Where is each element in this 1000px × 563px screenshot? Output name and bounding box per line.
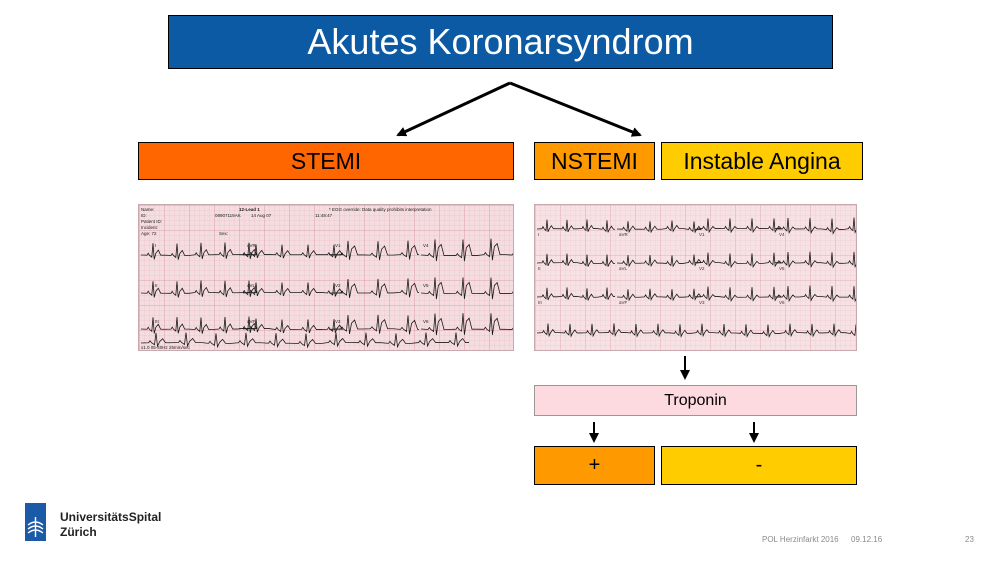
ecg-lead-label: aVR [247,243,256,248]
troponin-negative-box [661,446,857,485]
ecg-time: 11:48:47 [315,213,333,218]
troponin-box [534,385,857,416]
logo-line-2: Zürich [60,525,97,539]
ecg-id-label: ID: [141,213,147,218]
logo-wordmark [60,510,161,540]
footer-date: 09.12.16 [851,535,883,544]
troponin-positive-label: + [588,454,601,476]
ecg-lead-label: V5 [423,283,429,288]
ecg-lead-label: aVR [619,232,628,237]
unstable-angina-box [661,142,863,180]
ecg-lead-label: aVL [619,266,628,271]
ecg-lead-label: II [538,266,541,271]
ecg-patient-id-label: Patient ID: [141,219,163,224]
ecg-lead-label: I [538,232,540,237]
ecg-lead-label: V4 [779,232,785,237]
ecg-lead-label: V3 [335,319,341,324]
ecg-lead-label: III [155,319,159,324]
universitaetsspital-logo-icon [25,503,46,541]
unstable-angina-label: Instable Angina [683,147,841,174]
ecg-lead-label: V1 [699,232,705,237]
nstemi-ecg-image [534,204,857,351]
troponin-label: Troponin [664,391,727,409]
page-title: Akutes Koronarsyndrom [307,21,694,62]
ecg-lead-label: V2 [699,266,705,271]
ecg-speed: x1.0 05-40Hz 25mm/sec [141,345,190,350]
ecg-quality-note: * EGG override: Data quality prohibits interpretation [329,207,432,212]
ecg-lead-label: aVL [247,283,256,288]
stemi-box [138,142,514,180]
footer-title: POL Herzinfarkt 2016 [762,535,839,544]
troponin-positive-box [534,446,655,485]
ecg-age-label: Age: 72 [141,231,157,236]
troponin-negative-label: - [755,454,763,476]
ecg-incident-label: Incident: [141,225,159,230]
nstemi-box [534,142,655,180]
ecg-lead-label: V6 [779,300,785,305]
ecg-date: 14 Aug 07 [251,213,272,218]
stemi-ecg-svg [139,205,514,351]
ecg-lead-label: V5 [779,266,785,271]
ecg-lead-label: I [155,243,157,248]
ecg-lead-label: aVF [619,300,628,305]
nstemi-label: NSTEMI [551,147,638,174]
ecg-lead-label: V4 [423,243,429,248]
stemi-ecg-image [138,204,514,351]
arrow-to-nstemi [510,83,640,135]
ecg-name-label: Name: [141,207,155,212]
ecg-lead-label: V3 [699,300,705,305]
ecg-lead-label: V6 [423,319,429,324]
arrow-to-stemi [398,83,510,135]
ecg-lead-label: V1 [335,243,341,248]
stemi-label: STEMI [290,147,362,174]
ecg-lead-label: aVF [247,319,256,324]
nstemi-ecg-svg [535,205,857,351]
ecg-lead-label: III [538,300,542,305]
footer-page-number: 23 [965,535,974,544]
ecg-lead-title: 12-Lead 1 [239,207,260,212]
ecg-lead-label: II [155,283,158,288]
logo-line-1: UniversitätsSpital [60,510,162,524]
ecg-sex-label: Sex: [219,231,229,236]
ecg-lead-label: V2 [335,283,341,288]
ecg-serial: 08907119AK [215,213,241,218]
title-box [168,15,833,69]
